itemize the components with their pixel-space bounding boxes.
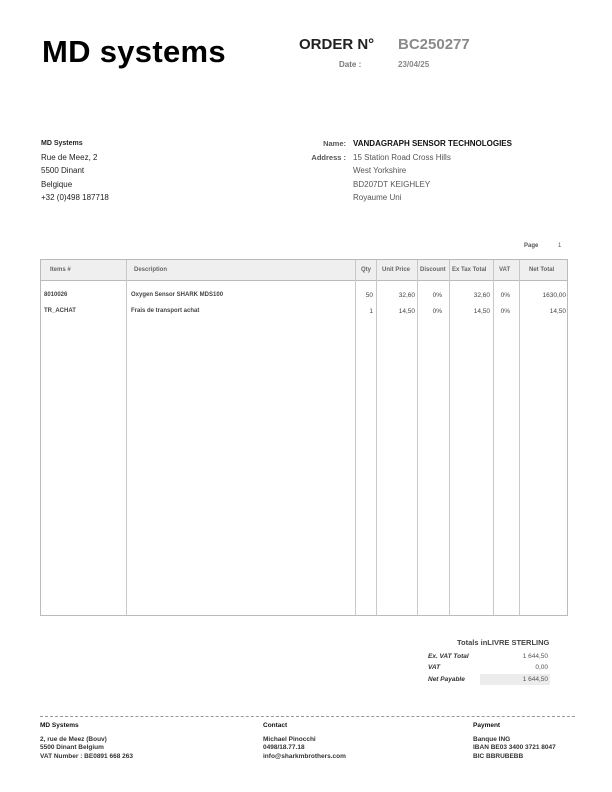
sender-address [41,137,109,205]
date-label: Date : [339,60,362,69]
recipient-name-label: Name: [323,139,346,148]
footer-divider [40,716,575,717]
item-net-total: 14,50 [549,308,566,315]
column-header-ex-tax-total: Ex Tax Total [452,267,487,273]
column-header-unit-price: Unit Price [382,267,411,273]
item-discount: 0% [432,292,442,299]
footer-bic: BIC BBRUBEBB [473,752,524,760]
item-discount: 0% [432,308,442,315]
recipient-line: Royaume Uni [353,193,402,202]
footer-contact [263,722,346,761]
footer-company-line: 5500 Dinant Belgium [40,744,104,751]
net-payable-value: 1 644,50 [522,676,548,683]
footer-contact-heading: Contact [263,722,288,729]
item-code: 8010026 [44,292,68,298]
page-label: Page [524,243,539,249]
vat-value: 0,00 [535,664,548,671]
ex-vat-total-value: 1 644,50 [522,653,548,660]
footer-iban: IBAN BE03 3400 3721 8047 [473,744,556,751]
column-header-discount: Discount [420,267,446,273]
totals-title: Totals inLIVRE STERLING [457,638,550,647]
sender-line: Belgique [41,179,73,189]
column-divider [417,260,418,615]
item-unit-price: 32,60 [398,292,415,299]
items-table [40,259,568,616]
recipient-line: West Yorkshire [353,166,407,175]
vat-label: VAT [428,664,441,671]
page-number: 1 [558,243,562,249]
item-net-total: 1630,00 [542,292,566,299]
item-ex-tax-total: 14,50 [473,308,490,315]
net-payable-label: Net Payable [428,676,465,683]
column-header-items: Items # [50,267,71,273]
ex-vat-total-label: Ex. VAT Total [428,653,469,660]
item-ex-tax-total: 32,60 [473,292,490,299]
recipient-name: VANDAGRAPH SENSOR TECHNOLOGIES [353,139,512,148]
footer-payment-heading: Payment [473,722,501,729]
item-code: TR_ACHAT [44,308,76,314]
column-divider [376,260,377,615]
column-header-description: Description [134,267,168,273]
footer-company-heading: MD Systems [40,722,79,729]
footer-company [40,722,133,761]
recipient-address-label: Address : [311,152,346,162]
footer-vat-number: VAT Number : BE0891 668 263 [40,752,133,760]
item-vat: 0% [500,292,510,299]
recipient-line: BD207DT KEIGHLEY [353,179,431,189]
sender-line: Rue de Meez, 2 [41,152,98,162]
recipient-labels [300,137,346,164]
item-qty: 1 [369,308,373,315]
column-divider [519,260,520,615]
footer-contact-email: info@sharkmbrothers.com [263,752,346,760]
sender-phone: +32 (0)498 187718 [41,193,109,202]
footer-payment [473,722,556,761]
footer-company-line: 2, rue de Meez (Bouv) [40,735,107,743]
recipient-line: 15 Station Road Cross Hills [353,152,451,162]
column-header-vat: VAT [499,267,511,273]
column-header-net-total: Net Total [529,267,555,273]
item-vat: 0% [500,308,510,315]
item-unit-price: 14,50 [398,308,415,315]
order-number: BC250277 [398,36,470,53]
table-header [41,260,567,281]
column-divider [126,260,127,615]
company-logo: MD systems [42,34,226,69]
item-description: Frais de transport achat [131,308,200,314]
item-description: Oxygen Sensor SHARK MDS100 [131,292,224,298]
recipient-address [353,137,512,205]
order-date: 23/04/25 [398,60,430,69]
sender-name: MD Systems [41,140,83,147]
item-qty: 50 [365,292,373,299]
sender-line: 5500 Dinant [41,166,85,175]
column-header-qty: Qty [361,267,372,273]
footer-contact-phone: 0498/18.77.18 [263,744,305,751]
order-number-label: ORDER N° [299,36,375,53]
footer-contact-name: Michael Pinocchi [263,735,316,743]
footer-bank-name: Banque ING [473,735,511,743]
